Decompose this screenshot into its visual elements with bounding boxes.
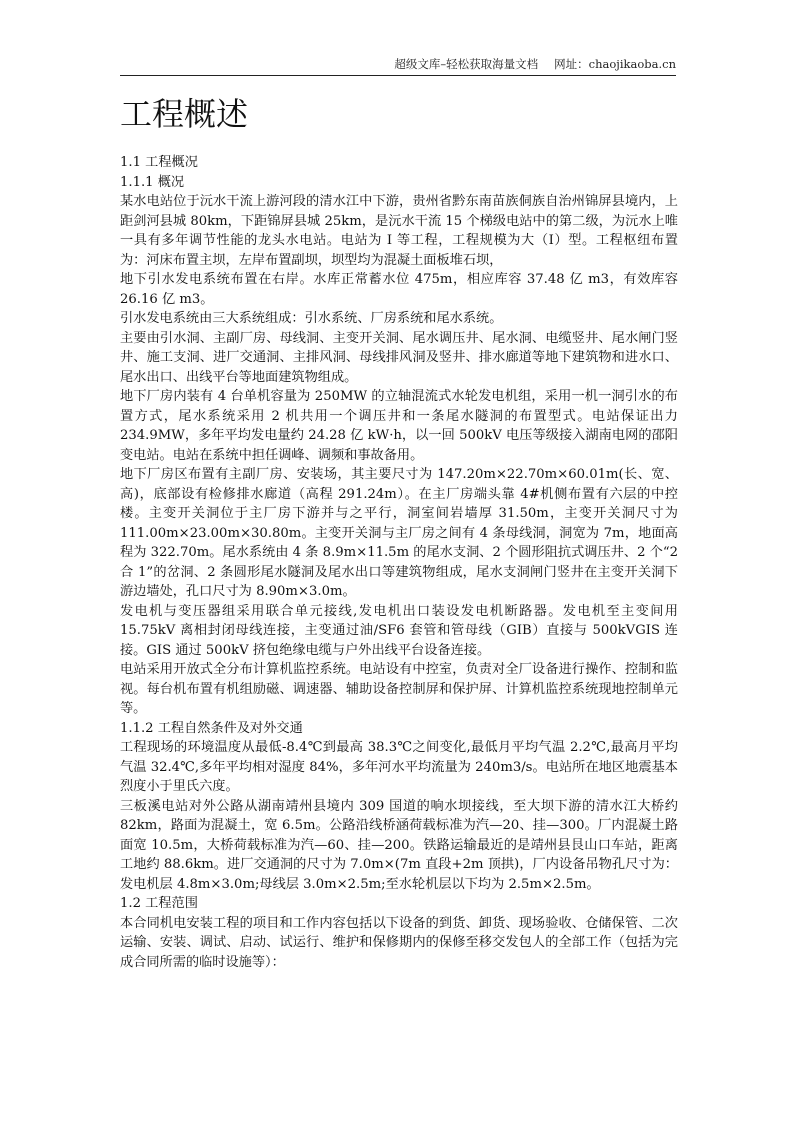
- header-url: 网址：chaojikaoba.cn: [554, 57, 676, 71]
- paragraph-units: 地下厂房内装有 4 台单机容量为 250MW 的立轴混流式水轮发电机组，采用一机一洞引水的布置方式，尾水系统采用 2 机共用一个调压井和一条尾水隧洞的布置型式。电站保证出力 234.9MW，多年平均发电量约 24.28 亿 kW·h，以一回 500kV 电压等级接入湖南电网的邵阳变电站。电站在系统中担任调峰、调频和事故备用。: [120, 389, 678, 463]
- paragraph-electrical: 发电机与变压器组采用联合单元接线,发电机出口装设发电机断路器。发电机至主变间用 15.75kV 离相封闭母线连接，主变通过油/SF6 套管和管母线（GIB）直接与 500kVGIS 连接。GIS 通过 500kV 挤包绝缘电缆与户外出线平台设备连接。: [120, 603, 678, 658]
- paragraph-transport: 三板溪电站对外公路从湖南靖州县境内 309 国道的响水坝接线，至大坝下游的清水江大桥约 82km，路面为混凝土，宽 6.5m。公路沿线桥涵荷载标准为汽—20、挂—300。厂内混凝土路面宽 10.5m，大桥荷载标准为汽—60、挂—200。铁路运输最近的是靖州县艮山口车站，距离工地约 88.6km。进厂交通洞的尺寸为 7.0m×(7m 直段+2m 顶拱)，厂内设备吊物孔尺寸为：发电机层 4.8m×3.0m;母线层 3.0m×2.5m;至水轮机层以下均为 2.5m×2.5m。: [120, 798, 678, 892]
- paragraph-structures: 主要由引水洞、主副厂房、母线洞、主变开关洞、尾水调压井、尾水洞、电缆竖井、尾水闸门竖井、施工支洞、进厂交通洞、主排风洞、母线排风洞及竖井、排水廊道等地下建筑物和进水口、尾水出口、出线平台等地面建筑物组成。: [120, 330, 678, 385]
- document-body: [120, 153, 678, 972]
- paragraph-reservoir: 地下引水发电系统布置在右岸。水库正常蓄水位 475m，相应库容 37.48 亿 m3，有效库容 26.16 亿 m3。: [120, 272, 678, 307]
- document-title: 工程概述: [120, 95, 249, 133]
- paragraph-powerhouse: 地下厂房区布置有主副厂房、安装场，其主要尺寸为 147.20m×22.70m×60.01m(长、宽、高)，底部设有检修排水廊道（高程 291.24m）。在主厂房端头靠 4#机侧布置有六层的中控楼。主变开关洞位于主厂房下游并与之平行，洞室间岩墙厚 31.50m，主变开关洞尺寸为 111.00m×23.00m×30.80m。主变开关洞与主厂房之间有 4 条母线洞，洞宽为 7m，地面高程为 322.70m。尾水系统由 4 条 8.9m×11.5m 的尾水支洞、2 个圆形阻抗式调压井、2 个“2 合 1”的岔洞、2 条圆形尾水隧洞及尾水出口等建筑物组成，尾水支洞闸门竖井在主变开关洞下游边墙处，孔口尺寸为 8.90m×3.0m。: [120, 467, 678, 599]
- paragraph-monitoring: 电站采用开放式全分布计算机监控系统。电站设有中控室，负责对全厂设备进行操作、控制和监视。每台机布置有机组励磁、调速器、辅助设备控制屏和保护屏、计算机监控系统现地控制单元等。: [120, 662, 678, 716]
- section-heading-1-1: 1.1 工程概况: [120, 155, 198, 170]
- header-site-name: 超级文库–轻松获取海量文档: [394, 57, 539, 71]
- paragraph-climate: 工程现场的环境温度从最低-8.4℃到最高 38.3℃之间变化,最低月平均气温 2.2℃,最高月平均气温 32.4℃,多年平均相对湿度 84%，多年河水平均流量为 240m3/s。电站所在地区地震基本烈度小于里氏六度。: [120, 740, 678, 794]
- page-header: [120, 56, 676, 76]
- section-heading-1-2: 1.2 工程范围: [120, 896, 198, 911]
- paragraph-scope: 本合同机电安装工程的项目和工作内容包括以下设备的到货、卸货、现场验收、仓储保管、二次运输、安装、调试、启动、试运行、维护和保修期内的保修至移交发包人的全部工作（包括为完成合同所需的临时设施等）：: [120, 915, 678, 970]
- paragraph-systems: 引水发电系统由三大系统组成：引水系统、厂房系统和尾水系统。: [120, 311, 503, 326]
- paragraph-overview: 某水电站位于沅水干流上游河段的清水江中下游，贵州省黔东南苗族侗族自治州锦屏县境内，上距剑河县城 80km，下距锦屏县城 25km，是沅水干流 15 个梯级电站中的第二级，为沅水上唯一具有多年调节性能的龙头水电站。电站为 I 等工程，工程规模为大（I）型。工程枢纽布置为：河床布置主坝，左岸布置副坝，坝型均为混凝土面板堆石坝，: [120, 194, 678, 268]
- section-heading-1-1-2: 1.1.2 工程自然条件及对外交通: [120, 720, 303, 736]
- section-heading-1-1-1: 1.1.1 概况: [120, 174, 185, 190]
